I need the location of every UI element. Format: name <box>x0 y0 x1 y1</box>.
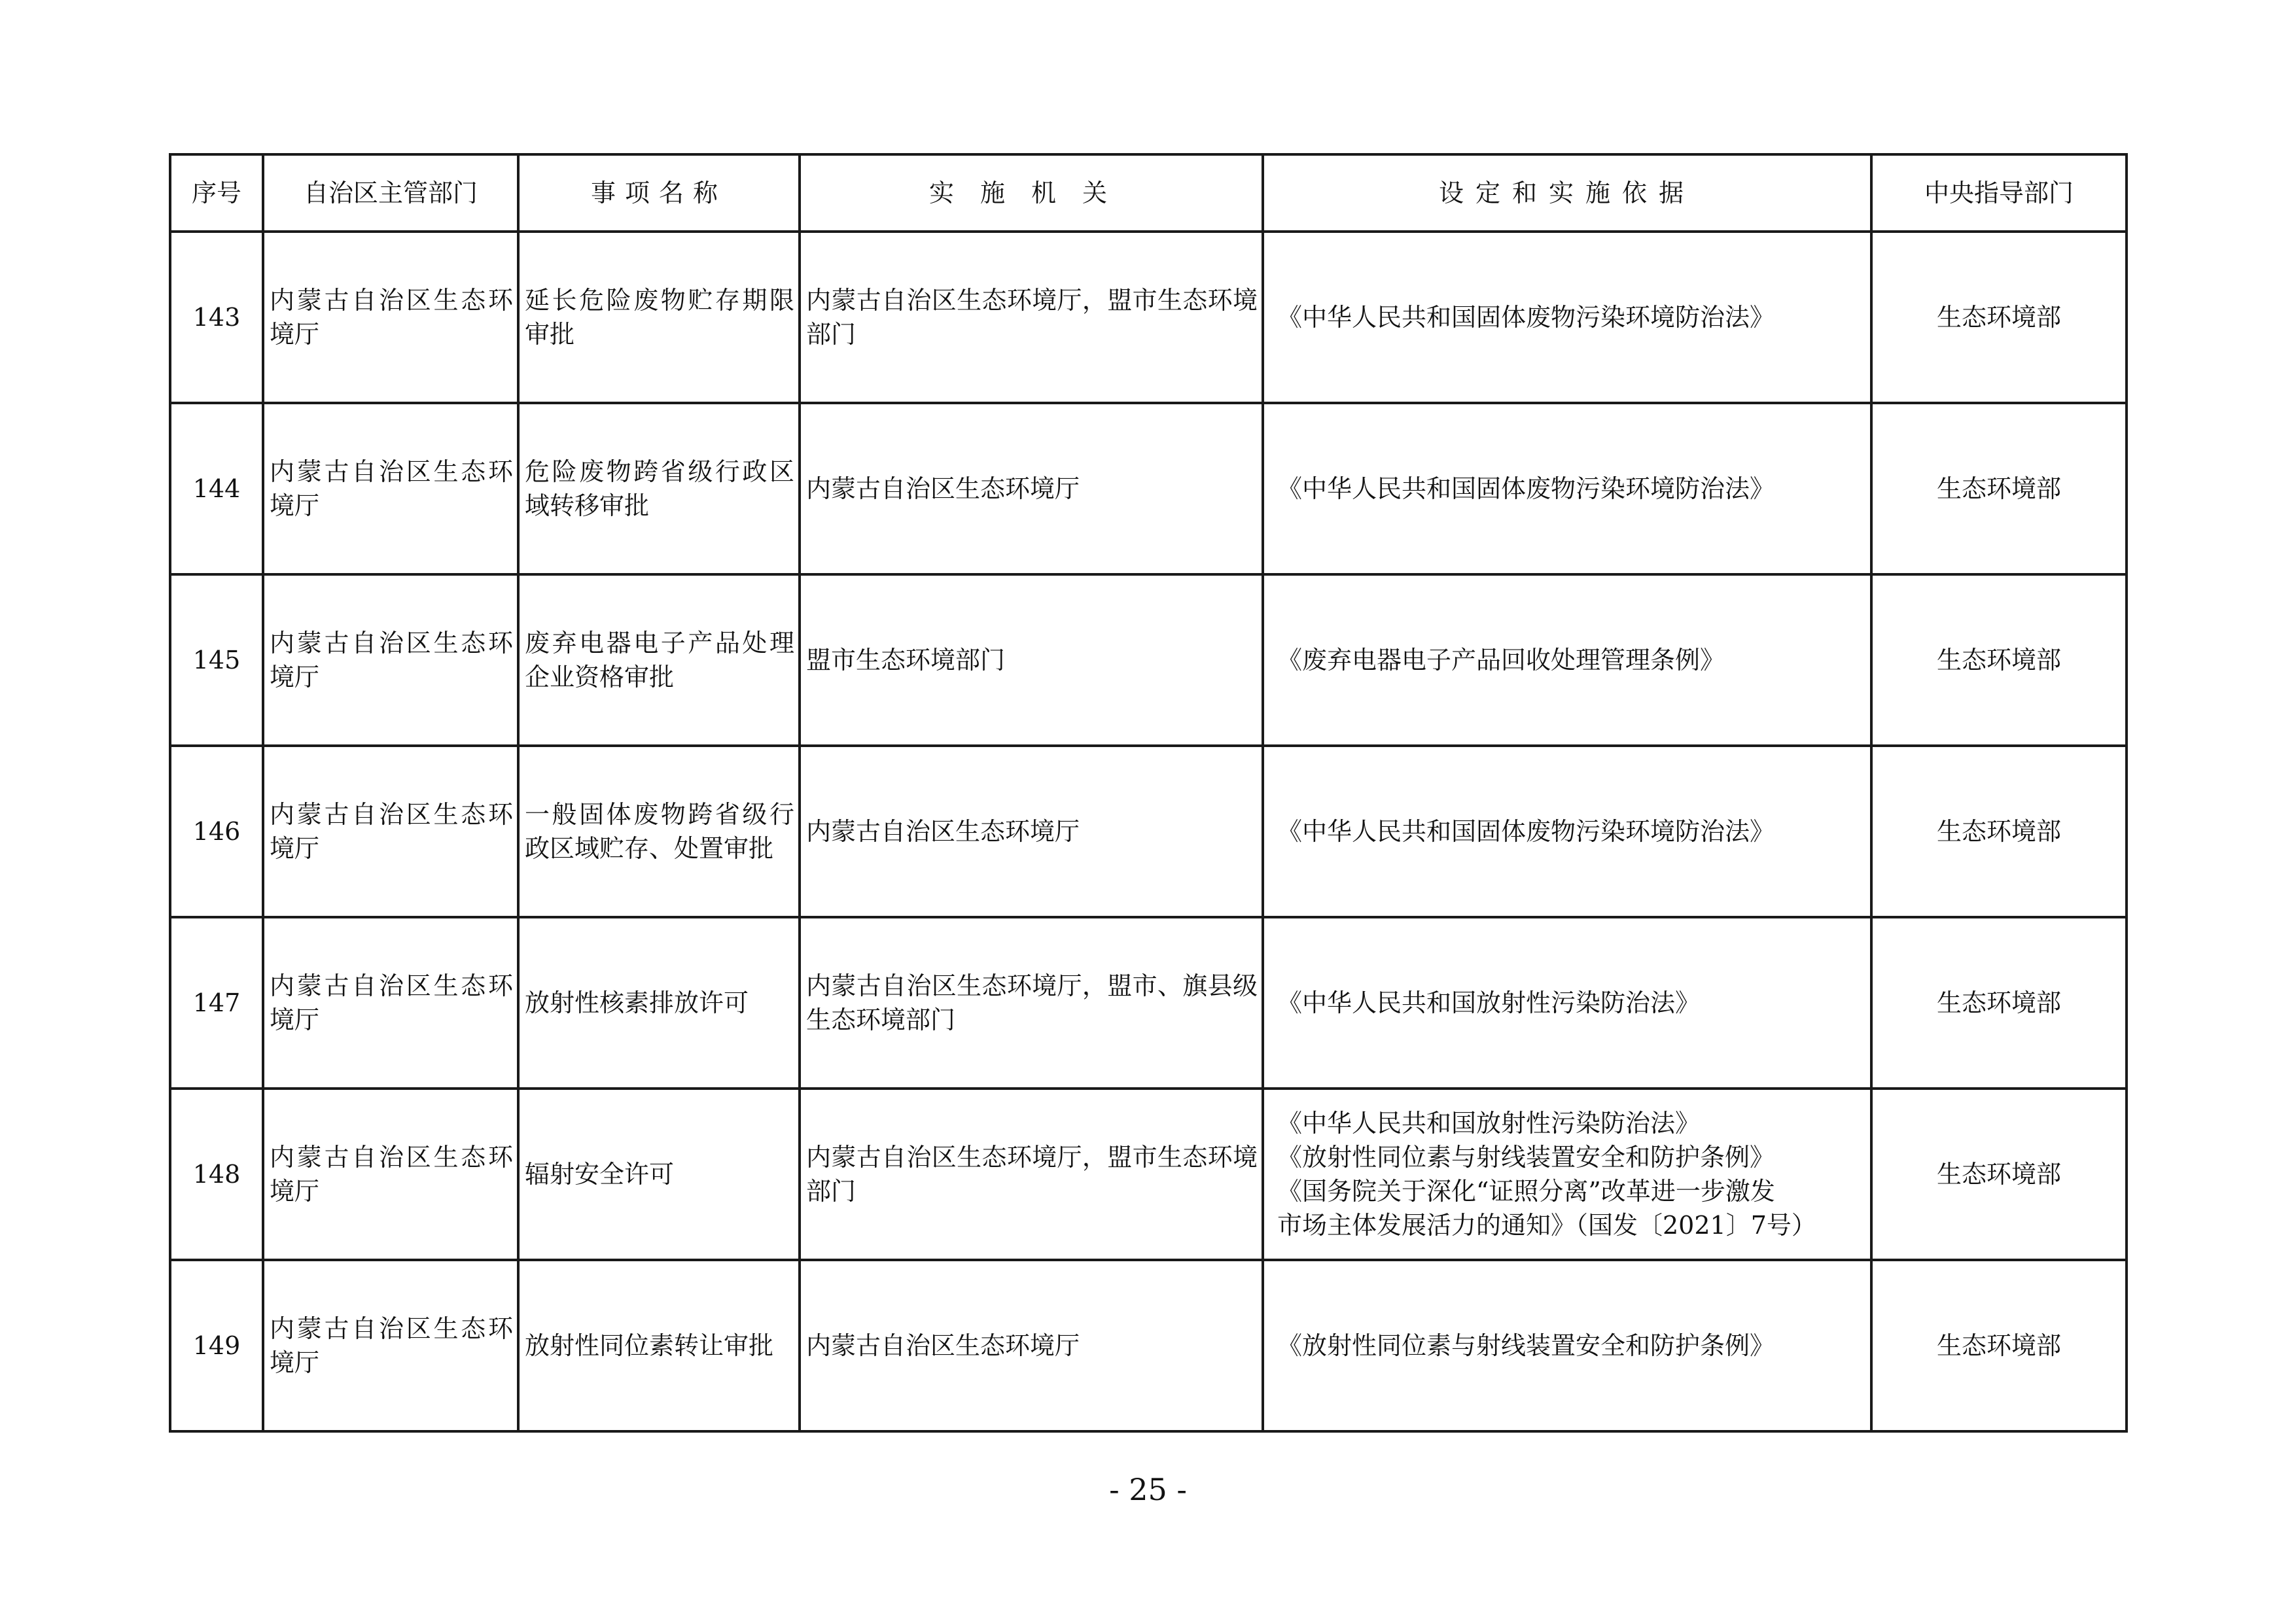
cell-central-department: 生态环境部 <box>1871 1089 2127 1260</box>
cell-no: 143 <box>170 232 263 403</box>
cell-basis <box>1263 1260 1871 1431</box>
table-row <box>170 1260 2127 1431</box>
basis-line: 《中华人民共和国固体废物污染环境防治法》 <box>1277 474 1775 503</box>
page-number: - 25 - <box>1109 1472 1187 1507</box>
cell-no: 149 <box>170 1260 263 1431</box>
cell-basis <box>1263 232 1871 403</box>
basis-line: 《中华人民共和国放射性污染防治法》 <box>1277 988 1701 1017</box>
cell-no: 147 <box>170 917 263 1089</box>
cell-agency: 内蒙古自治区生态环境厅，盟市生态环境部门 <box>800 1089 1263 1260</box>
cell-item: 放射性核素排放许可 <box>518 917 800 1089</box>
cell-central-department: 生态环境部 <box>1871 232 2127 403</box>
cell-item: 废弃电器电子产品处理企业资格审批 <box>518 574 800 746</box>
table-header-row <box>170 154 2127 232</box>
basis-line: 《废弃电器电子产品回收处理管理条例》 <box>1277 646 1725 674</box>
cell-agency: 内蒙古自治区生态环境厅，盟市、旗县级生态环境部门 <box>800 917 1263 1089</box>
basis-line: 《放射性同位素与射线装置安全和防护条例》 <box>1277 1331 1775 1360</box>
cell-department: 内蒙古自治区生态环境厅 <box>263 1089 518 1260</box>
table-row <box>170 917 2127 1089</box>
cell-no: 144 <box>170 403 263 574</box>
cell-basis <box>1263 403 1871 574</box>
cell-department: 内蒙古自治区生态环境厅 <box>263 403 518 574</box>
cell-department: 内蒙古自治区生态环境厅 <box>263 746 518 917</box>
header-agency: 实施机关 <box>800 154 1263 232</box>
cell-department: 内蒙古自治区生态环境厅 <box>263 574 518 746</box>
cell-agency: 内蒙古自治区生态环境厅 <box>800 1260 1263 1431</box>
cell-central-department: 生态环境部 <box>1871 403 2127 574</box>
cell-agency: 内蒙古自治区生态环境厅 <box>800 403 1263 574</box>
header-no: 序号 <box>170 154 263 232</box>
basis-line: 《放射性同位素与射线装置安全和防护条例》 <box>1277 1143 1775 1172</box>
cell-basis <box>1263 574 1871 746</box>
cell-item: 危险废物跨省级行政区域转移审批 <box>518 403 800 574</box>
cell-basis <box>1263 746 1871 917</box>
cell-central-department: 生态环境部 <box>1871 746 2127 917</box>
table-row <box>170 746 2127 917</box>
basis-line: 《中华人民共和国固体废物污染环境防治法》 <box>1277 817 1775 846</box>
cell-item: 放射性同位素转让审批 <box>518 1260 800 1431</box>
cell-agency: 内蒙古自治区生态环境厅，盟市生态环境部门 <box>800 232 1263 403</box>
cell-central-department: 生态环境部 <box>1871 1260 2127 1431</box>
table-row <box>170 574 2127 746</box>
cell-department: 内蒙古自治区生态环境厅 <box>263 232 518 403</box>
basis-line: 《国务院关于深化“证照分离”改革进一步激发 <box>1277 1177 1775 1206</box>
cell-no: 148 <box>170 1089 263 1260</box>
cell-central-department: 生态环境部 <box>1871 574 2127 746</box>
header-department: 自治区主管部门 <box>263 154 518 232</box>
header-basis: 设定和实施依据 <box>1263 154 1871 232</box>
table-row <box>170 1089 2127 1260</box>
approval-items-table <box>169 153 2128 1433</box>
cell-no: 145 <box>170 574 263 746</box>
cell-item: 延长危险废物贮存期限审批 <box>518 232 800 403</box>
cell-central-department: 生态环境部 <box>1871 917 2127 1089</box>
approval-items-table-container <box>169 153 2128 1433</box>
header-central: 中央指导部门 <box>1871 154 2127 232</box>
cell-basis <box>1263 1089 1871 1260</box>
cell-item: 辐射安全许可 <box>518 1089 800 1260</box>
basis-line: 《中华人民共和国固体废物污染环境防治法》 <box>1277 303 1775 332</box>
header-item: 事项名称 <box>518 154 800 232</box>
basis-line: 《中华人民共和国放射性污染防治法》 <box>1277 1109 1701 1138</box>
table-row <box>170 403 2127 574</box>
cell-department: 内蒙古自治区生态环境厅 <box>263 1260 518 1431</box>
cell-agency: 内蒙古自治区生态环境厅 <box>800 746 1263 917</box>
basis-line: 市场主体发展活力的通知》（国发〔2021〕7号） <box>1277 1211 1816 1240</box>
cell-basis <box>1263 917 1871 1089</box>
cell-department: 内蒙古自治区生态环境厅 <box>263 917 518 1089</box>
cell-agency: 盟市生态环境部门 <box>800 574 1263 746</box>
cell-item: 一般固体废物跨省级行政区域贮存、处置审批 <box>518 746 800 917</box>
table-row <box>170 232 2127 403</box>
cell-no: 146 <box>170 746 263 917</box>
